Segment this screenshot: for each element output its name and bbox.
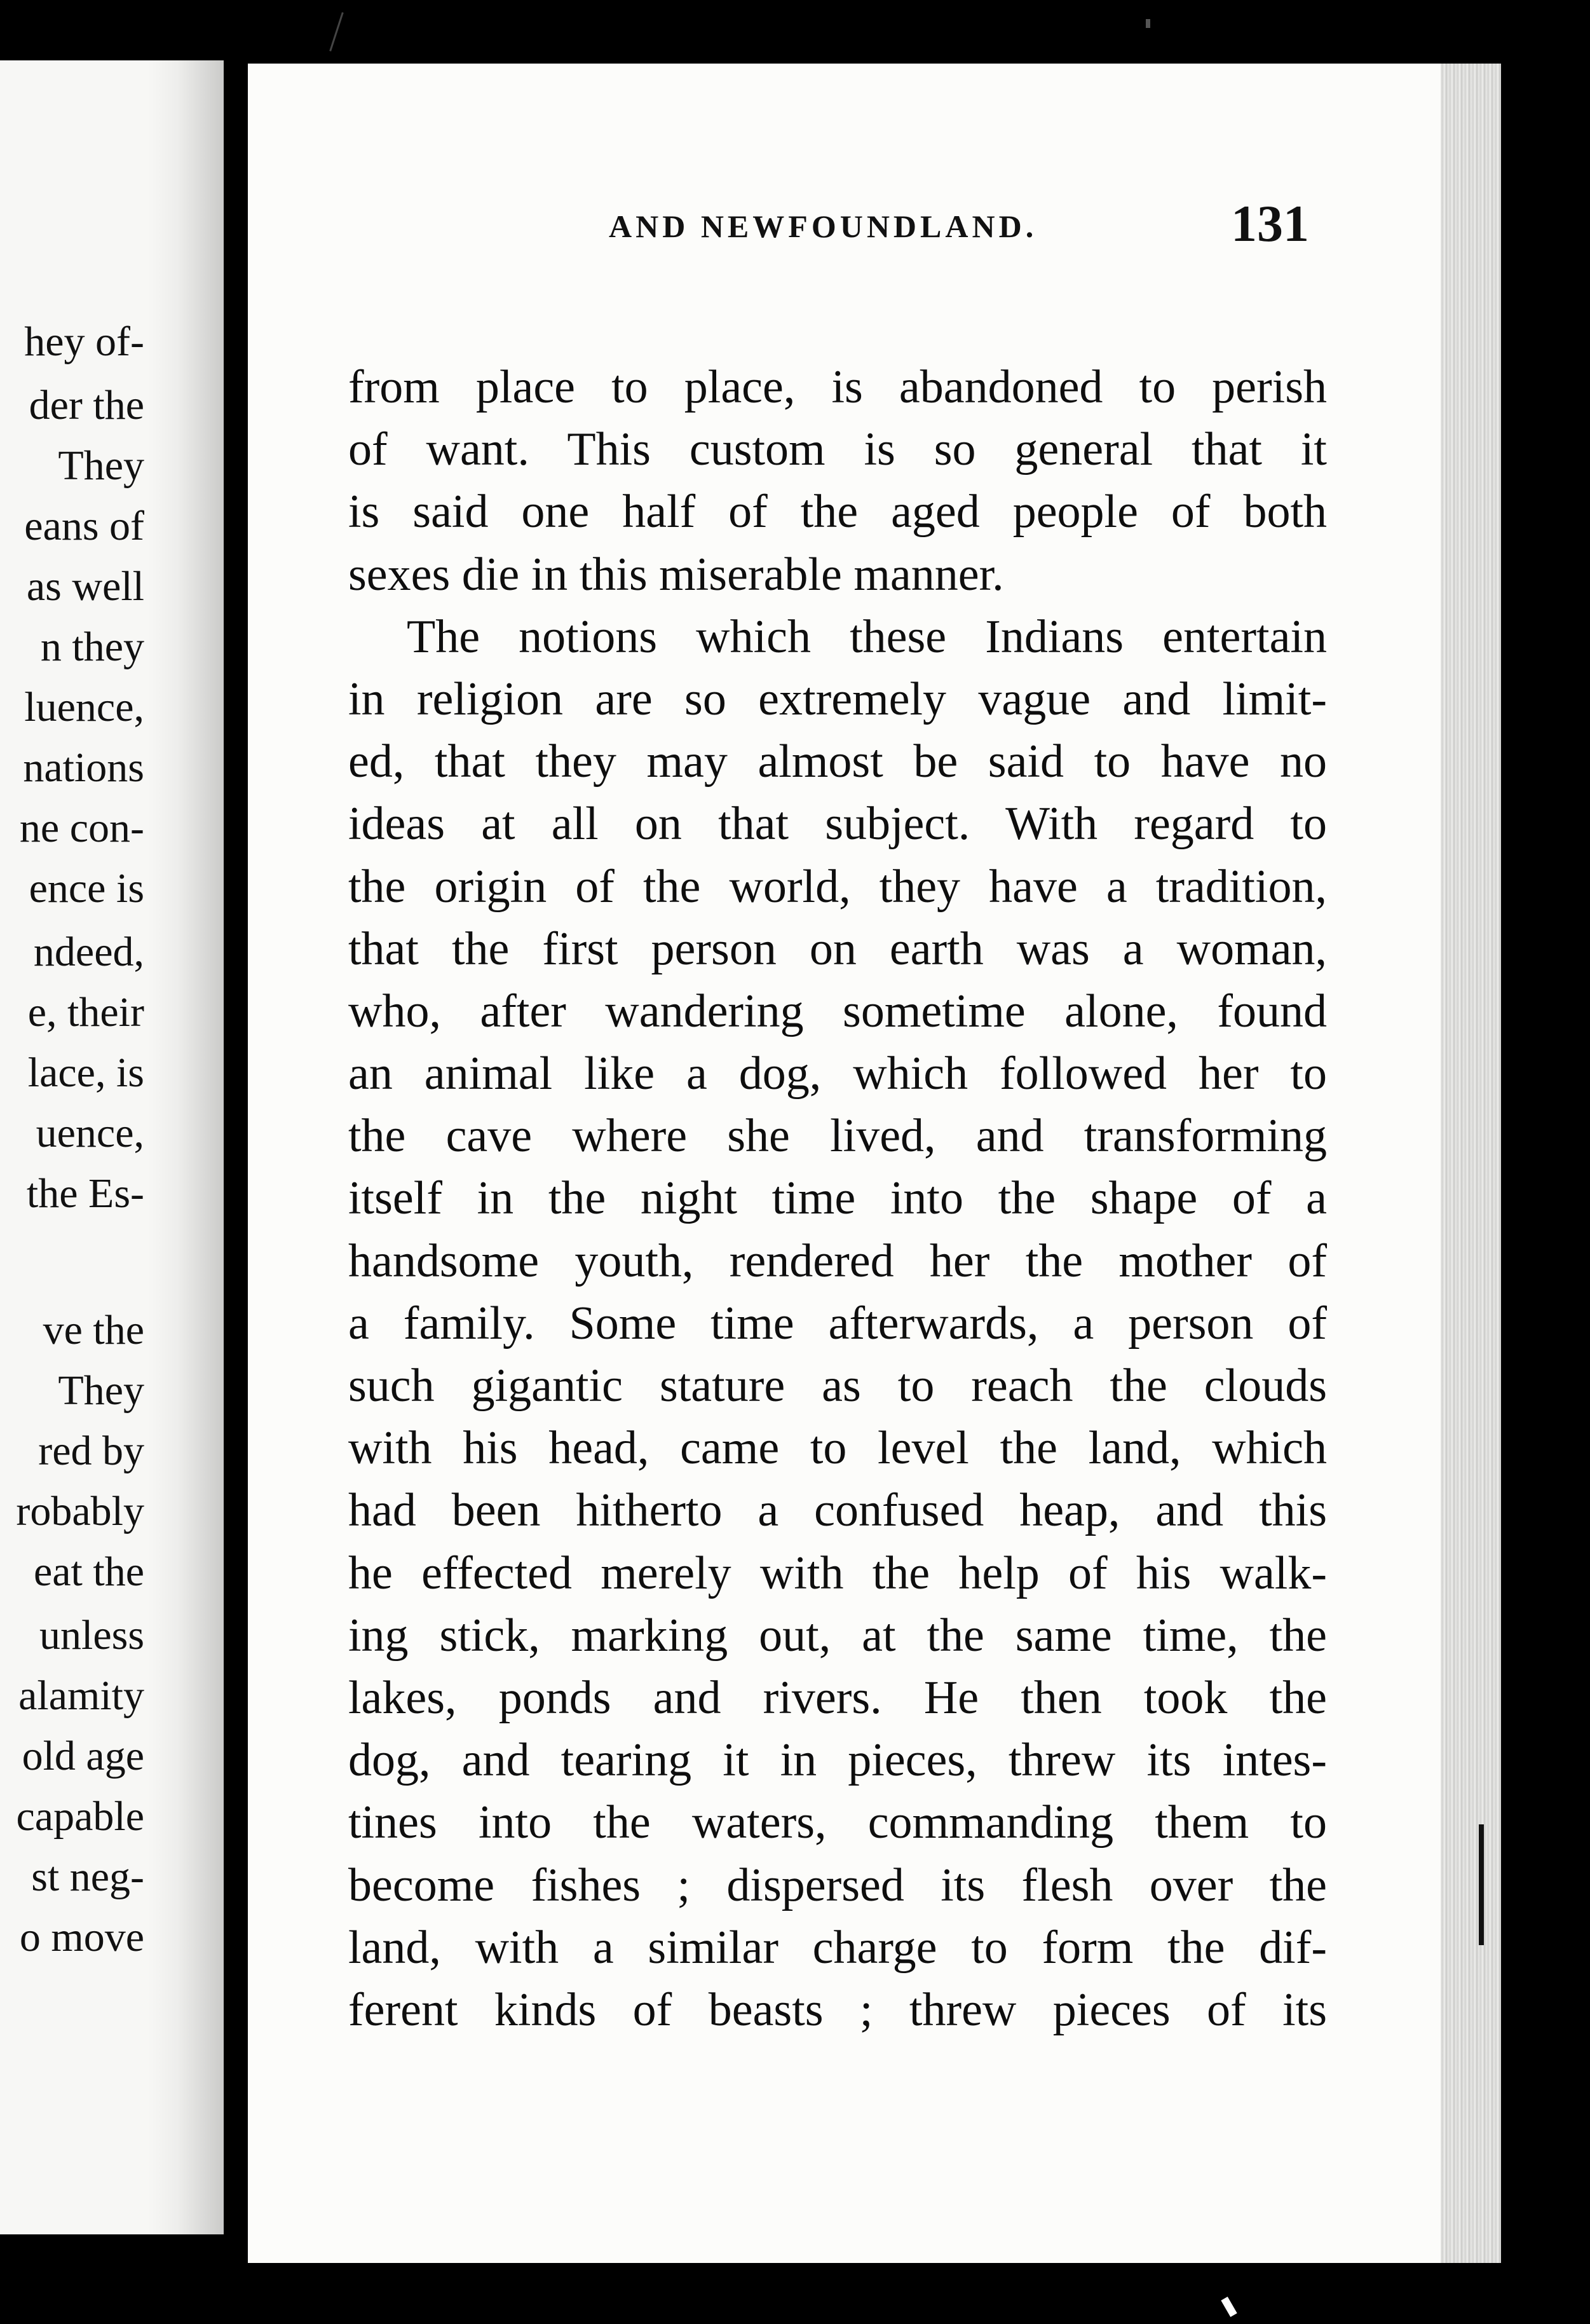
running-head: AND NEWFOUNDLAND. [609, 208, 1038, 244]
left-page-fragment: ne con- [19, 805, 144, 851]
left-page-fragment: ve the [43, 1307, 144, 1353]
left-page-fragment: o move [19, 1914, 144, 1960]
left-page-gutter-shadow [147, 60, 224, 2234]
text-line: The notions which these Indians entertain [407, 610, 1327, 663]
text-line: ideas at all on that subject. With regard to [348, 798, 1327, 851]
left-page-fragment: der the [29, 382, 144, 428]
left-page-fragment: unless [39, 1612, 144, 1658]
left-page-fragment: st neg- [31, 1854, 144, 1900]
scan-mark-dot [1146, 19, 1150, 28]
text-line: the origin of the world, they have a tradition, [348, 860, 1327, 913]
text-line: itself in the night time into the shape of a [348, 1172, 1327, 1225]
text-line: an animal like a dog, which followed her to [348, 1048, 1327, 1100]
left-page-fragment: as well [26, 563, 144, 610]
text-line: sexes die in this miserable manner. [348, 548, 1004, 601]
text-line: with his head, came to level the land, which [348, 1422, 1327, 1475]
scan-mark-bottom [1221, 2297, 1237, 2317]
left-page-fragment: lace, is [27, 1049, 144, 1096]
text-line: ferent kinds of beasts ; threw pieces of its [348, 1983, 1327, 2036]
left-page-fragment: old age [22, 1733, 144, 1779]
text-line: dog, and tearing it in pieces, threw its intes- [348, 1734, 1327, 1787]
left-page-fragment: eans of [24, 503, 144, 549]
text-line: from place to place, is abandoned to perish [348, 361, 1327, 413]
text-line: the cave where she lived, and transforming [348, 1110, 1327, 1163]
page-header [362, 194, 1315, 270]
scan-background-right [1501, 0, 1590, 2324]
left-page-fragment: ndeed, [33, 929, 144, 975]
text-line: he effected merely with the help of his walk- [348, 1547, 1327, 1599]
left-page-fragment: red by [38, 1428, 144, 1474]
left-page-fragment: hey of- [24, 318, 144, 365]
page-edge-stack [1441, 64, 1501, 2263]
left-page-fragment: alamity [18, 1672, 144, 1719]
text-line: handsome youth, rendered her the mother of [348, 1234, 1327, 1287]
text-line: of want. This custom is so general that it [348, 423, 1327, 476]
left-page-fragment: e, their [27, 989, 144, 1036]
text-line: that the first person on earth was a woman, [348, 922, 1327, 975]
left-page-fragment: luence, [24, 684, 144, 730]
left-facing-page [0, 60, 224, 2234]
text-line: land, with a similar charge to form the dif- [348, 1921, 1327, 1974]
page-number: 131 [1231, 195, 1309, 252]
left-page-fragment: robably [16, 1488, 144, 1535]
text-line: had been hitherto a confused heap, and this [348, 1484, 1327, 1537]
text-line: tines into the waters, commanding them to [348, 1796, 1327, 1849]
left-page-fragment: uence, [36, 1110, 144, 1156]
left-page-fragment: n they [40, 624, 144, 670]
left-page-fragment: They [58, 442, 144, 489]
text-line: become fishes ; dispersed its flesh over the [348, 1859, 1327, 1911]
left-page-fragment: ence is [29, 865, 144, 912]
left-page-fragment: They [58, 1367, 144, 1414]
body-text [348, 356, 1327, 2041]
book-gutter [224, 0, 248, 2324]
left-page-fragment: nations [23, 744, 144, 791]
page-edge-notch [1479, 1824, 1484, 1945]
text-line: is said one half of the aged people of both [348, 486, 1327, 538]
text-line: in religion are so extremely vague and limit- [348, 673, 1327, 725]
left-page-fragment: eat the [33, 1548, 144, 1595]
left-page-fragment: capable [16, 1793, 144, 1840]
text-line: lakes, ponds and rivers. He then took the [348, 1671, 1327, 1724]
left-page-fragment: the Es- [26, 1170, 144, 1217]
text-line: who, after wandering sometime alone, found [348, 985, 1327, 1037]
text-line: a family. Some time afterwards, a person of [348, 1297, 1327, 1350]
text-line: such gigantic stature as to reach the clouds [348, 1360, 1327, 1412]
scan-mark-top [329, 12, 344, 51]
text-line: ing stick, marking out, at the same time, the [348, 1609, 1327, 1662]
text-line: ed, that they may almost be said to have no [348, 735, 1327, 788]
